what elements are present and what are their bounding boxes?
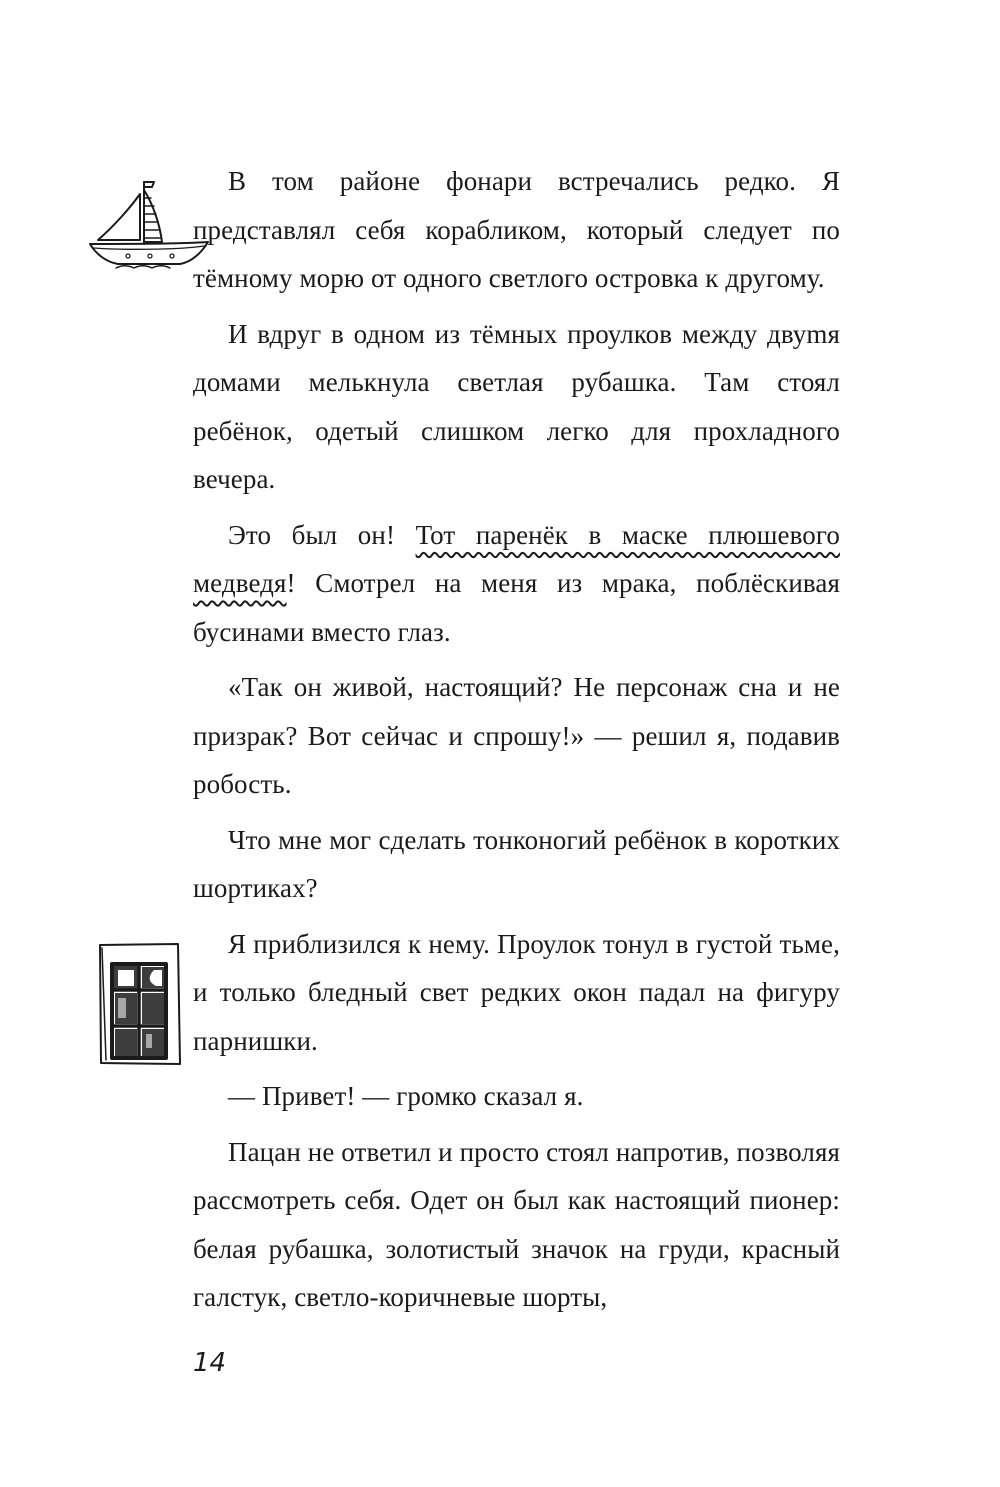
paragraph-5: Что мне мог сделать тонконогий ребёнок в коротких шортиках? (193, 824, 840, 903)
body-text (193, 157, 840, 1322)
sailboat-icon (88, 178, 210, 270)
paragraph-3 (193, 511, 840, 657)
paragraph-8: Пацан не ответил и просто стоял напротив, позволяя рассмотреть себя. Одет он был как настоящий пионер: белая рубашка, золотистый значок на груди, красный галстук, светло-коричневые шорты, (193, 1136, 840, 1312)
paragraph-7: — Привет! — громко сказал я. (228, 1081, 584, 1111)
window-icon (98, 942, 182, 1066)
paragraph-3-before: Это был он! (228, 519, 416, 550)
paragraph-6: Я приблизился к нему. Проулок тонул в густой тьме, и только бледный свет редких окон падал на фигуру парнишки. (193, 928, 840, 1056)
paragraph-4: «Так он живой, настоящий? Не персонаж сна и не призрак? Вот сейчас и спрошу!» — решил я, подавив робость. (193, 672, 840, 799)
paragraph-2: И вдруг в одном из тёмных проулков между двуmя домами мелькнула светлая рубашка. Там стоял ребёнок, одетый слишком легко для прохладного вечера. (193, 318, 840, 494)
paragraph-1: В том районе фонари встречались редко. Я представлял себя корабликом, который следует по тёмному морю от одного светлого островка к другому. (193, 166, 840, 293)
underlined-phrase: Тот паренёк в маске плюшевого медведя (193, 519, 841, 598)
paragraph-3-after: ! Смотрел на меня из мрака, поблёскивая бусинами вместо глаз. (193, 568, 840, 647)
page-number: 14 (193, 1348, 227, 1378)
